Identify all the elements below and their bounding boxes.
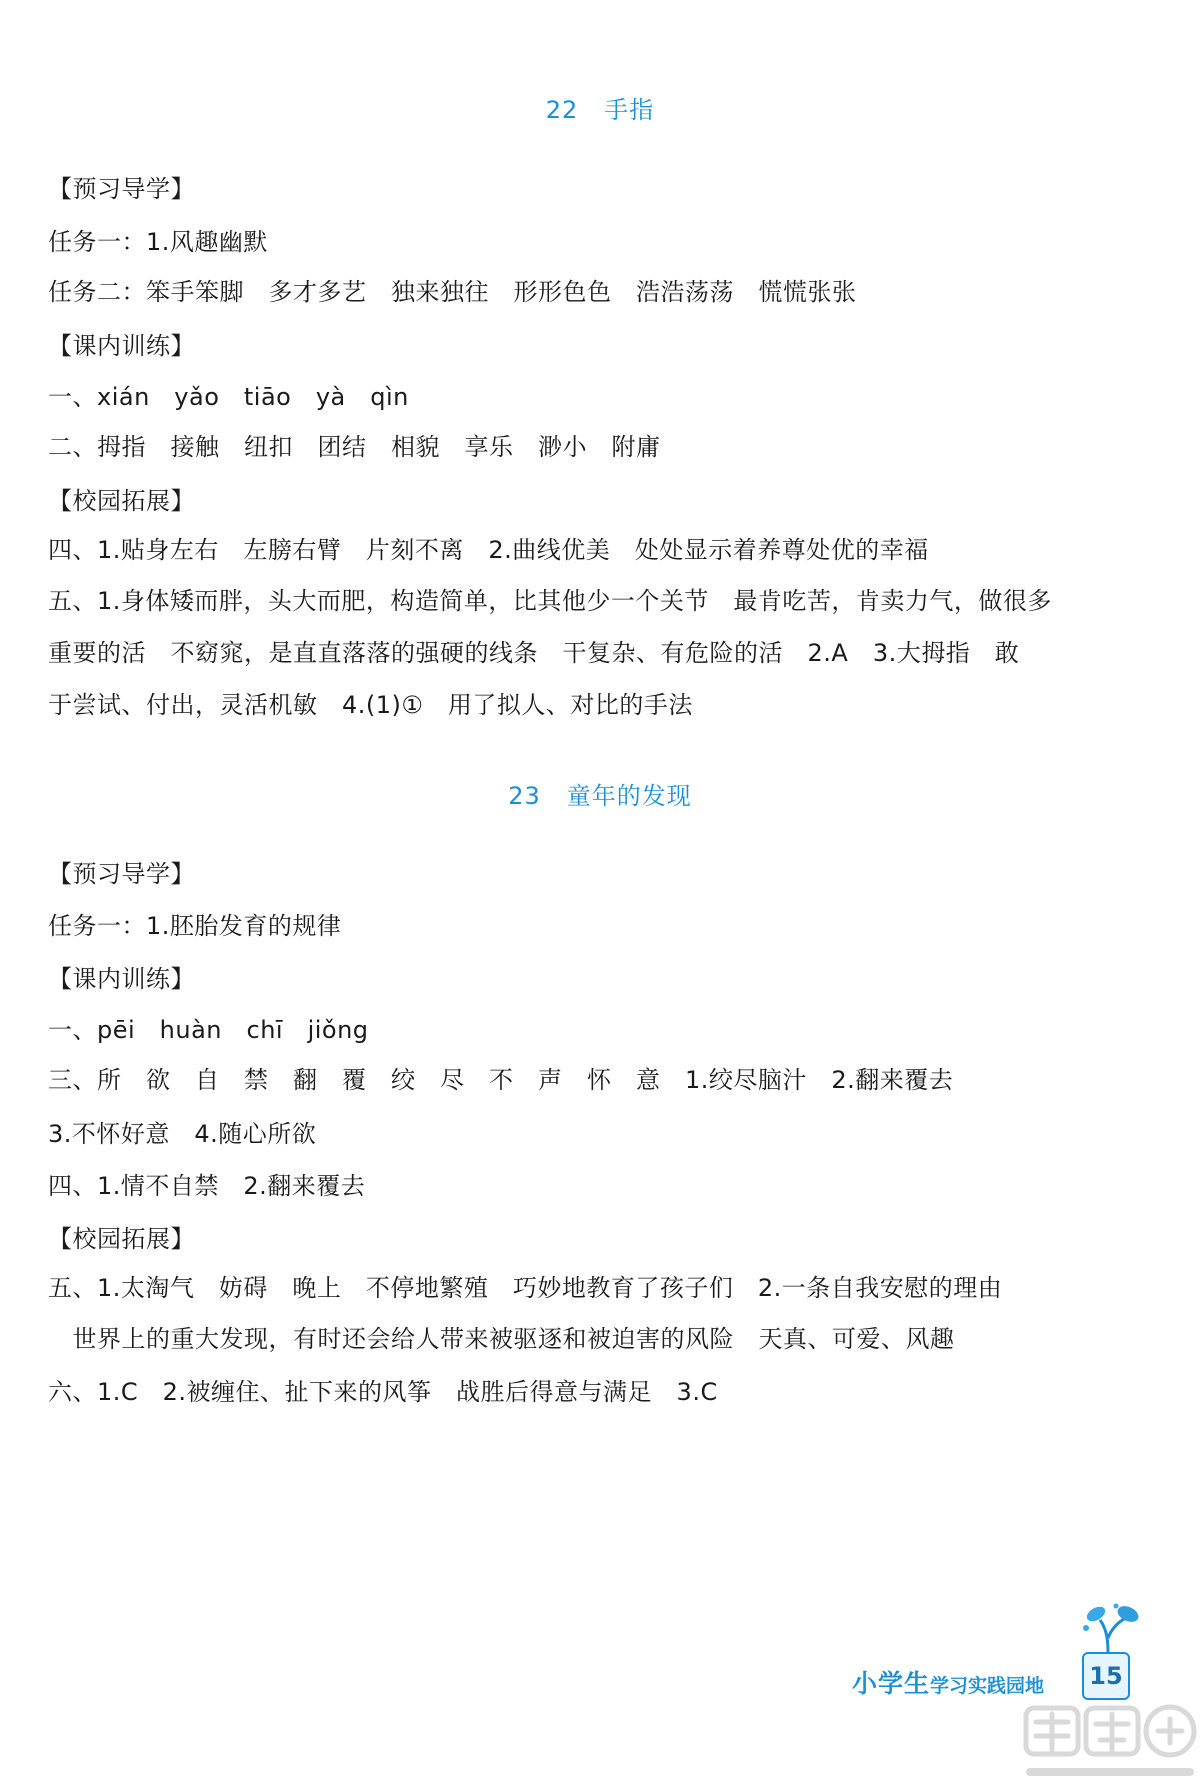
answer-line: 重要的活 不窈窕，是直直落落的强硬的线条 干复杂、有危险的活 2.A 3.大拇指 敢 (48, 639, 1020, 667)
answer-line: 六、1.C 2.被缠住、扯下来的风筝 战胜后得意与满足 3.C (48, 1378, 718, 1406)
section-number: 23 (508, 782, 541, 810)
answer-line: 四、1.情不自禁 2.翻来覆去 (48, 1172, 366, 1200)
watermark-icon (1020, 1700, 1200, 1792)
heading-training: 【课内训练】 (48, 965, 195, 993)
answer-line: 任务二：笨手笨脚 多才多艺 独来独往 形形色色 浩浩荡荡 慌慌张张 (48, 278, 857, 306)
answer-line: 3.不怀好意 4.随心所欲 (48, 1120, 317, 1148)
section-name: 童年的发现 (566, 782, 692, 810)
answer-line: 一、pēi huàn chī jiǒng (48, 1016, 369, 1044)
section-title-23 (0, 776, 1200, 811)
answer-line: 四、1.贴身左右 左膀右臂 片刻不离 2.曲线优美 处处显示着养尊处优的幸福 (48, 536, 929, 564)
section-title-22 (0, 90, 1200, 125)
heading-training: 【课内训练】 (48, 332, 195, 360)
brand-subtitle: 学习实践园地 (930, 1675, 1045, 1697)
brand-logo (852, 1664, 1044, 1700)
answer-line: 任务一：1.胚胎发育的规律 (48, 912, 342, 940)
answer-line: 世界上的重大发现，有时还会给人带来被驱逐和被迫害的风险 天真、可爱、风趣 (48, 1325, 955, 1353)
answer-line: 五、1.身体矮而胖，头大而肥，构造简单，比其他少一个关节 最肯吃苦，肯卖力气，做很多 (48, 587, 1052, 615)
answer-line: 二、拇指 接触 纽扣 团结 相貌 享乐 渺小 附庸 (48, 433, 661, 461)
heading-extension: 【校园拓展】 (48, 1225, 195, 1253)
answer-line: 五、1.太淘气 妨碍 晚上 不停地繁殖 巧妙地教育了孩子们 2.一条自我安慰的理由 (48, 1274, 1003, 1302)
answer-line: 于尝试、付出，灵活机敏 4.(1)① 用了拟人、对比的手法 (48, 691, 693, 719)
heading-preview: 【预习导学】 (48, 860, 195, 888)
section-number: 22 (545, 96, 579, 124)
section-name: 手指 (604, 96, 655, 124)
brand-name: 小学生 (852, 1669, 931, 1698)
page-number: 15 (1082, 1652, 1130, 1700)
answer-line: 三、所 欲 自 禁 翻 覆 绞 尽 不 声 怀 意 1.绞尽脑汁 2.翻来覆去 (48, 1066, 954, 1094)
answer-line: 任务一：1.风趣幽默 (48, 228, 268, 256)
sprout-icon (1076, 1598, 1140, 1654)
heading-extension: 【校园拓展】 (48, 487, 195, 515)
answer-line: 一、xián yǎo tiāo yà qìn (48, 383, 409, 411)
heading-preview: 【预习导学】 (48, 175, 195, 203)
